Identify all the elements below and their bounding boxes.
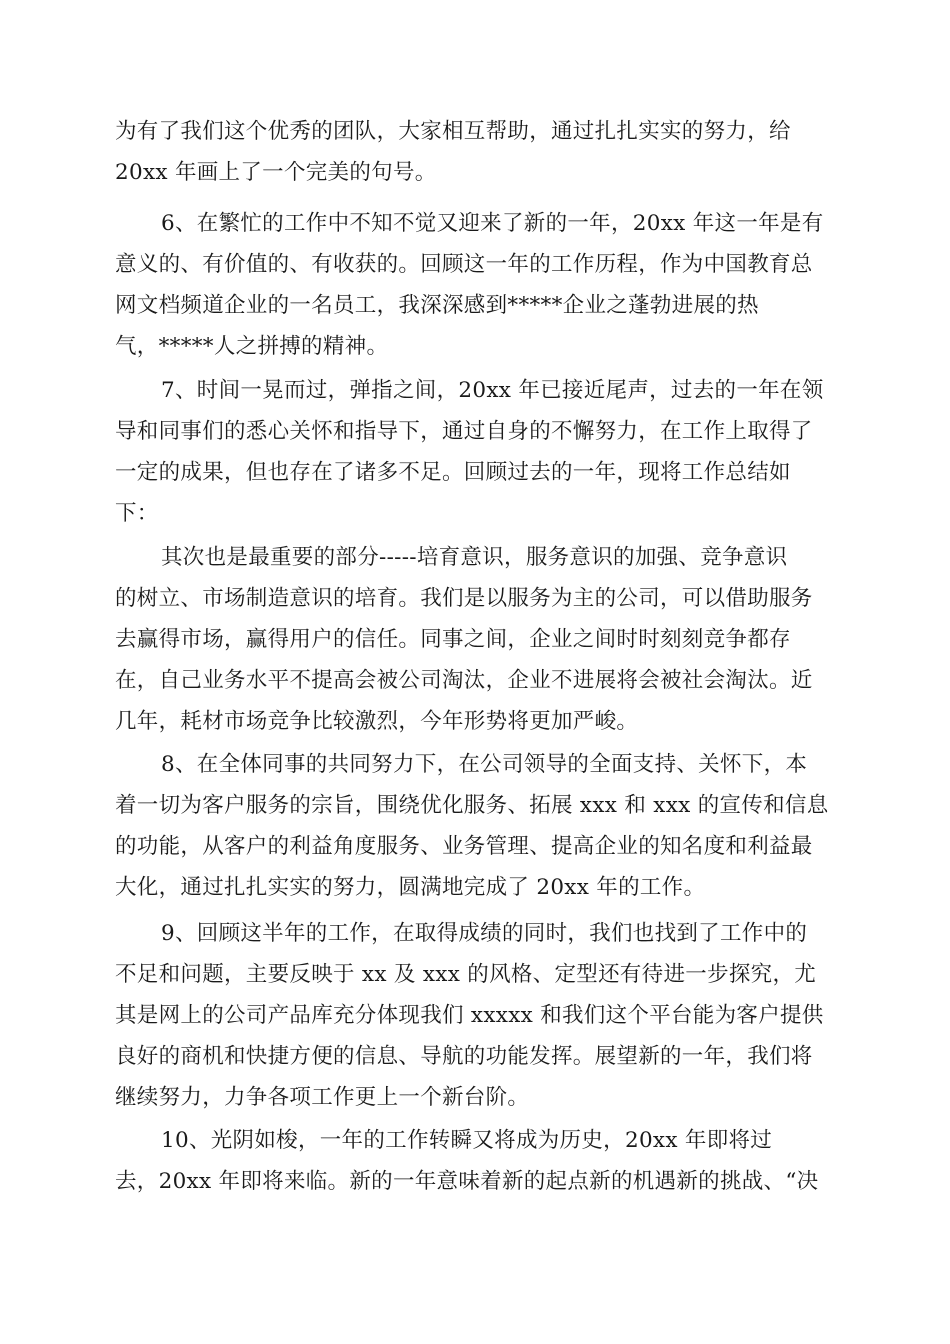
text-line: 去，20xx 年即将来临。新的一年意味着新的起点新的机遇新的挑战、“决 (115, 1169, 819, 1194)
text-line: 的功能，从客户的利益角度服务、业务管理、提高企业的知名度和利益最 (115, 834, 813, 859)
text-line: 其次也是最重要的部分-----培育意识，服务意识的加强、竞争意识 (161, 545, 788, 570)
text-line: 去赢得市场，赢得用户的信任。同事之间，企业之间时时刻刻竞争都存 (115, 627, 791, 652)
text-line: 着一切为客户服务的宗旨，围绕优化服务、拓展 xxx 和 xxx 的宣传和信息 (115, 793, 829, 818)
text-line: 下： (115, 501, 159, 526)
text-line: 意义的、有价值的、有收获的。回顾这一年的工作历程，作为中国教育总 (115, 252, 813, 277)
text-line: 7、时间一晃而过，弹指之间，20xx 年已接近尾声，过去的一年在领 (161, 378, 824, 403)
paragraph-4 (115, 537, 835, 742)
text-line: 网文档频道企业的一名员工，我深深感到*****企业之蓬勃进展的热 (115, 293, 759, 318)
text-line: 6、在繁忙的工作中不知不觉又迎来了新的一年，20xx 年这一年是有 (161, 211, 824, 236)
text-line: 的树立、市场制造意识的培育。我们是以服务为主的公司，可以借助服务 (115, 586, 813, 611)
text-line: 大化，通过扎扎实实的努力，圆满地完成了 20xx 年的工作。 (115, 875, 706, 900)
paragraph-5 (115, 744, 835, 908)
text-line: 9、回顾这半年的工作，在取得成绩的同时，我们也找到了工作中的 (161, 921, 808, 946)
text-line: 气，*****人之拼搏的精神。 (115, 334, 389, 359)
text-line: 为有了我们这个优秀的团队，大家相互帮助，通过扎扎实实的努力，给 (115, 119, 791, 144)
text-line: 20xx 年画上了一个完美的句号。 (115, 160, 437, 185)
text-line: 导和同事们的悉心关怀和指导下，通过自身的不懈努力，在工作上取得了 (115, 419, 813, 444)
paragraph-6 (115, 913, 835, 1118)
paragraph-2 (115, 203, 835, 367)
text-line: 8、在全体同事的共同努力下，在公司领导的全面支持、关怀下，本 (161, 752, 808, 777)
text-line: 几年，耗材市场竞争比较激烈，今年形势将更加严峻。 (115, 709, 639, 734)
paragraph-1 (115, 111, 835, 193)
paragraph-3 (115, 370, 835, 534)
paragraph-7 (115, 1120, 835, 1202)
text-line: 其是网上的公司产品库充分体现我们 xxxxx 和我们这个平台能为客户提供 (115, 1003, 824, 1028)
text-line: 不足和问题，主要反映于 xx 及 xxx 的风格、定型还有待进一步探究，尤 (115, 962, 817, 987)
text-line: 在，自己业务水平不提高会被公司淘汰，企业不进展将会被社会淘汰。近 (115, 668, 813, 693)
text-line: 继续努力，力争各项工作更上一个新台阶。 (115, 1085, 530, 1110)
text-line: 一定的成果，但也存在了诸多不足。回顾过去的一年，现将工作总结如 (115, 460, 791, 485)
text-line: 10、光阴如梭，一年的工作转瞬又将成为历史，20xx 年即将过 (161, 1128, 773, 1153)
text-line: 良好的商机和快捷方便的信息、导航的功能发挥。展望新的一年，我们将 (115, 1044, 813, 1069)
